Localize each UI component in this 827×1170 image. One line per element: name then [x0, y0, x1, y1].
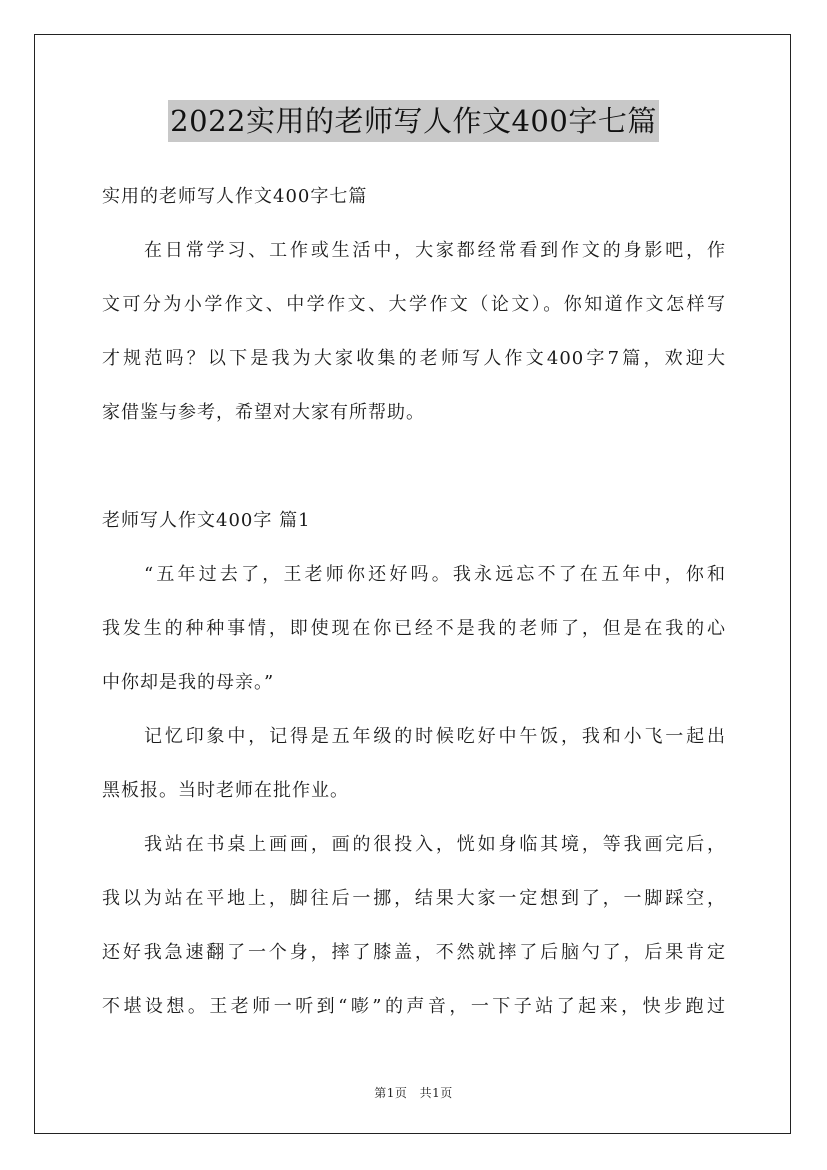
page-number: 第1页	[374, 1086, 408, 1100]
paragraph-line: 还好我急速翻了一个身，摔了膝盖，不然就摔了后脑勺了，后果肯定	[102, 942, 726, 963]
document-title: 2022实用的老师写人作文400字七篇	[168, 100, 659, 142]
subtitle-line: 实用的老师写人作文400字七篇	[102, 186, 368, 207]
paragraph-line: 黑板报。当时老师在批作业。	[102, 780, 349, 801]
paragraph-line: 文可分为小学作文、中学作文、大学作文（论文）。你知道作文怎样写	[102, 294, 726, 315]
page-total: 共1页	[419, 1086, 453, 1100]
paragraph-line: 在日常学习、工作或生活中，大家都经常看到作文的身影吧，作	[144, 240, 726, 261]
paragraph-line: 我以为站在平地上，脚往后一挪，结果大家一定想到了，一脚踩空，	[102, 888, 726, 909]
paragraph-line: 家借鉴与参考，希望对大家有所帮助。	[102, 402, 425, 423]
paragraph-line: 记忆印象中，记得是五年级的时候吃好中午饭，我和小飞一起出	[144, 726, 726, 747]
section-heading: 老师写人作文400字 篇1	[102, 510, 311, 531]
paragraph-line: 我发生的种种事情，即使现在你已经不是我的老师了，但是在我的心	[102, 618, 726, 639]
paragraph-line: 我站在书桌上画画，画的很投入，恍如身临其境，等我画完后，	[144, 834, 726, 855]
title-container	[0, 100, 827, 142]
paragraph-line: 中你却是我的母亲。”	[102, 672, 275, 693]
page-footer	[0, 1084, 827, 1101]
paragraph-line: 不堪设想。王老师一听到“嘭”的声音，一下子站了起来，快步跑过	[102, 996, 726, 1017]
paragraph-line: 才规范吗？以下是我为大家收集的老师写人作文400字7篇，欢迎大	[102, 348, 726, 369]
paragraph-line: “五年过去了，王老师你还好吗。我永远忘不了在五年中，你和	[144, 564, 726, 585]
